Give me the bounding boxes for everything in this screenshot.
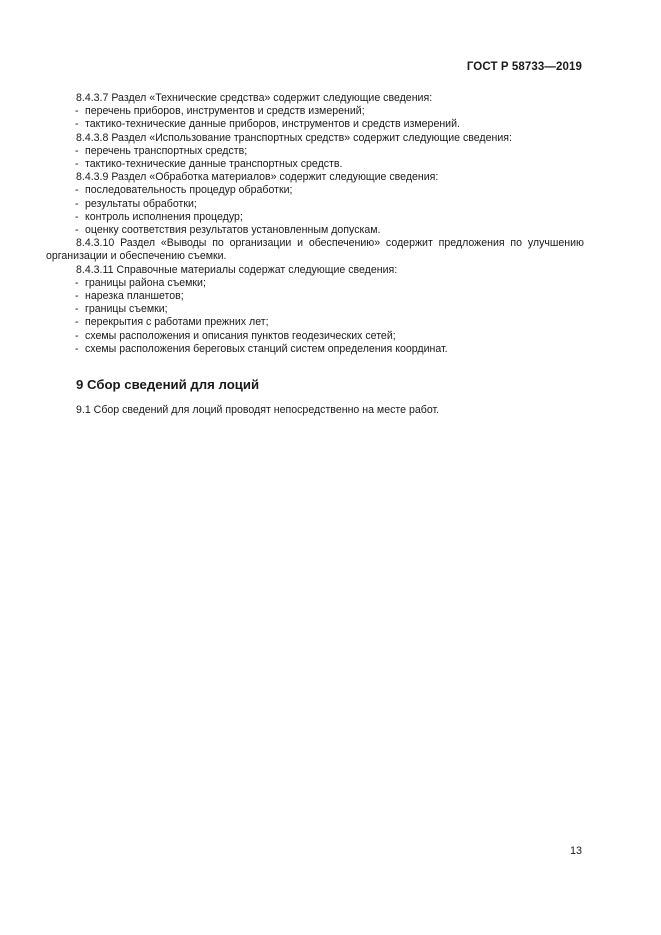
list-item <box>46 158 584 171</box>
list-dash: - <box>75 224 79 237</box>
list-dash: - <box>75 144 79 157</box>
list-item-text: тактико-технические данные транспортных средств. <box>85 158 343 171</box>
list-item-text: границы района съемки; <box>85 276 206 289</box>
list-item <box>46 303 584 316</box>
list-dash: - <box>75 276 79 289</box>
list-item-text: схемы расположения береговых станций систем определения координат. <box>85 342 448 355</box>
list-item-text: контроль исполнения процедур; <box>85 210 243 223</box>
list-item <box>46 316 584 329</box>
list-dash: - <box>75 303 79 316</box>
list-item-text: результаты обработки; <box>85 197 197 210</box>
section-8-4-3-content <box>46 92 584 356</box>
list-item-text: тактико-технические данные приборов, инструментов и средств измерений. <box>85 118 460 131</box>
list-dash: - <box>75 290 79 303</box>
page-number: 13 <box>569 845 582 857</box>
list-item <box>46 277 584 290</box>
document-body <box>46 92 584 417</box>
list-item-text: нарезка планшетов; <box>85 290 184 303</box>
list-item <box>46 118 584 131</box>
list-dash: - <box>75 342 79 355</box>
list-dash: - <box>75 197 79 210</box>
list-dash: - <box>75 118 79 131</box>
list-dash: - <box>75 210 79 223</box>
list-dash: - <box>75 184 79 197</box>
list-item-text: перекрытия с работами прежних лет; <box>85 316 269 329</box>
list-item <box>46 198 584 211</box>
list-item-text: последовательность процедур обработки; <box>85 184 293 197</box>
list-dash: - <box>75 316 79 329</box>
list-item-text: оценку соответствия результатов установленным допускам. <box>85 224 381 237</box>
list-item <box>46 343 584 356</box>
list-dash: - <box>75 329 79 342</box>
section-paragraph: 9.1 Сбор сведений для лоций проводят непосредственно на месте работ. <box>76 404 440 417</box>
list-item <box>46 224 584 237</box>
list-item-text: границы съемки; <box>85 303 168 316</box>
section-title: 9 Сбор сведений для лоций <box>76 377 260 393</box>
paragraph: 8.4.3.7 Раздел «Технические средства» содержит следующие сведения: <box>76 92 433 104</box>
list-item <box>46 211 584 224</box>
document-code-header: ГОСТ Р 58733—2019 <box>466 61 582 73</box>
paragraph: 8.4.3.11 Справочные материалы содержат следующие сведения: <box>76 263 398 276</box>
paragraph: 8.4.3.9 Раздел «Обработка материалов» содержит следующие сведения: <box>76 171 439 184</box>
list-item <box>46 290 584 303</box>
list-item <box>46 330 584 343</box>
list-item-text: перечень транспортных средств; <box>85 144 248 157</box>
list-item <box>46 105 584 118</box>
list-dash: - <box>75 105 79 118</box>
list-item-text: перечень приборов, инструментов и средств измерений; <box>85 105 365 118</box>
list-dash: - <box>75 158 79 171</box>
list-item <box>46 184 584 197</box>
list-item-text: схемы расположения и описания пунктов геодезических сетей; <box>85 329 396 342</box>
list-item <box>46 145 584 158</box>
paragraph: 8.4.3.10 Раздел «Выводы по организации и обеспечению» содержит предложения по улучшению организации и обеспечению съемки. <box>46 237 584 263</box>
paragraph: 8.4.3.8 Раздел «Использование транспортных средств» содержит следующие сведения: <box>76 131 512 144</box>
